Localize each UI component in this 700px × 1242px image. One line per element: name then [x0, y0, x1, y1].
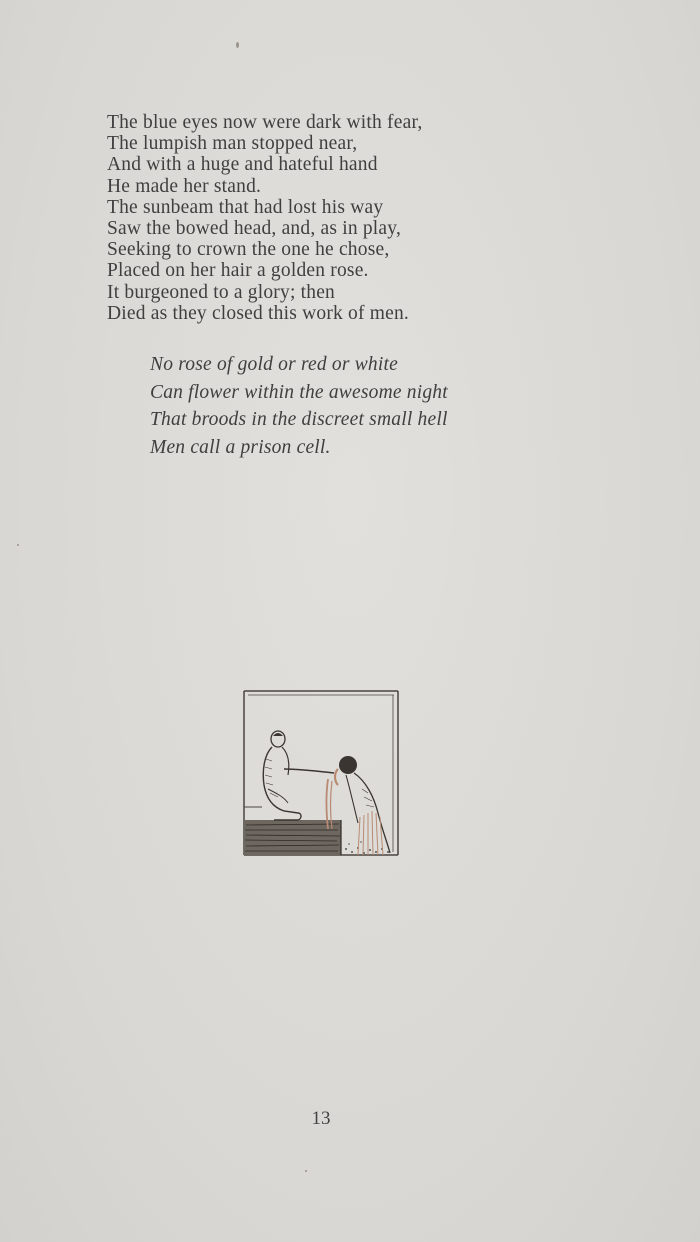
- poem-line-italic: Can flower within the awesome night: [150, 381, 448, 403]
- poem-line-italic: That broods in the discreet small hell: [150, 409, 448, 430]
- poem-line: He made her stand.: [107, 175, 262, 197]
- poem-line-italic: Men call a prison cell.: [150, 436, 331, 458]
- poem-line: Died as they closed this work of men.: [107, 302, 410, 324]
- prison-cell-woodcut-icon: [242, 689, 400, 857]
- woodcut-prison-cell-illustration: [242, 689, 400, 857]
- poem-stanza-one: [107, 112, 627, 324]
- poem-line: It burgeoned to a glory; then: [107, 281, 336, 303]
- page-number: 13: [311, 1108, 331, 1129]
- poem-line: The sunbeam that had lost his way: [107, 196, 384, 218]
- poem-line: Placed on her hair a golden rose.: [107, 260, 369, 282]
- poem-line: The lumpish man stopped near,: [107, 133, 358, 155]
- poem-line-italic: No rose of gold or red or white: [150, 354, 398, 375]
- poem-line: And with a huge and hateful hand: [107, 154, 378, 176]
- poem-line: Seeking to crown the one he chose,: [107, 239, 390, 261]
- poem-line: Saw the bowed head, and, as in play,: [107, 218, 402, 240]
- poem-stanza-two: [150, 351, 620, 461]
- paper-speck: [305, 1170, 307, 1172]
- poem-line: The blue eyes now were dark with fear,: [107, 112, 423, 133]
- paper-speck: [17, 544, 19, 546]
- paper-speck: [236, 42, 239, 48]
